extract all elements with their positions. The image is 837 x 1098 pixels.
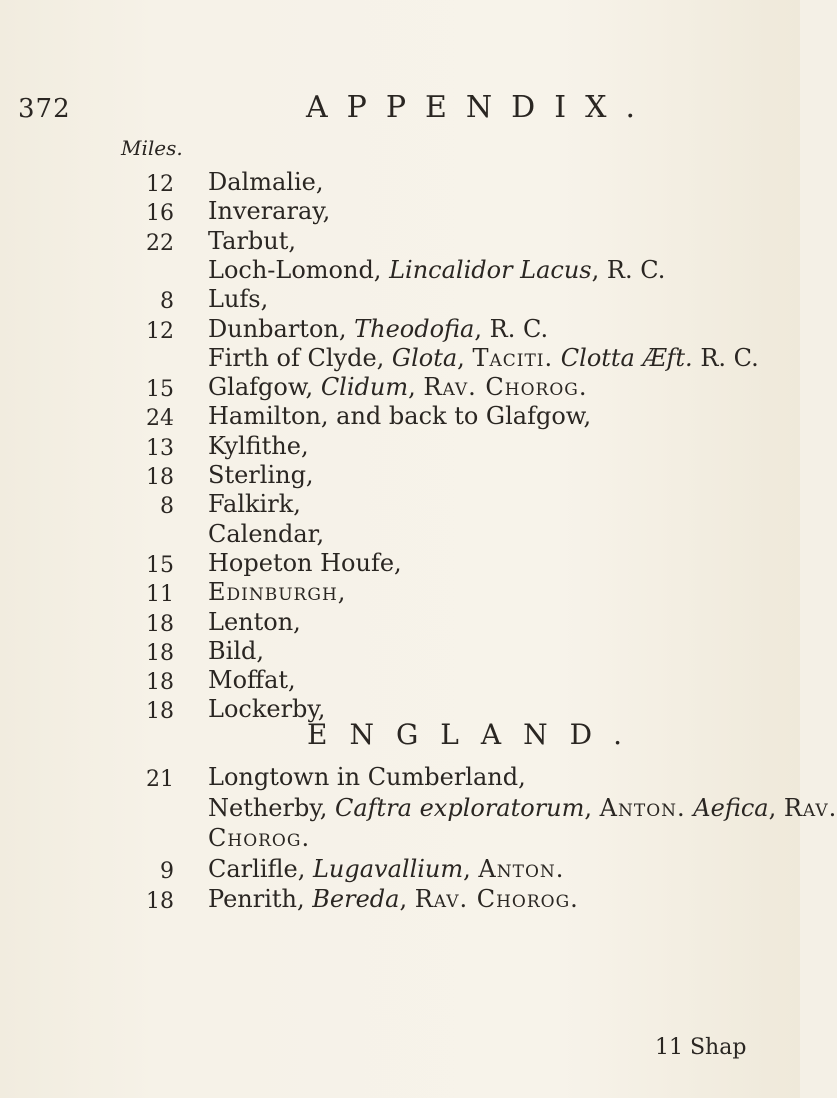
place-text-segment: Bereda: [312, 885, 400, 913]
place-name: [208, 578, 346, 606]
running-head: APPENDIX.: [306, 90, 654, 125]
place-text-segment: ,: [768, 793, 784, 822]
place-text-segment: Rav. Chorog.: [414, 885, 579, 913]
place-text-segment: Hamilton, and back to Glafgow,: [208, 402, 592, 431]
place-text-segment: Dunbarton,: [208, 314, 355, 343]
place-name: [208, 608, 301, 636]
miles-value: 15: [146, 377, 174, 403]
place-text-segment: Kylfithe,: [208, 431, 309, 460]
miles-value: 12: [146, 318, 174, 344]
miles-value: 18: [146, 611, 174, 637]
place-text-segment: Hopeton Houfe,: [208, 548, 402, 577]
place-name: [208, 197, 330, 225]
place-text-segment: ,: [408, 373, 424, 402]
place-text-segment: Glafgow,: [208, 373, 321, 402]
place-text-segment: Firth of Clyde,: [208, 343, 392, 372]
miles-value: 13: [146, 435, 174, 461]
place-name: [208, 520, 324, 548]
place-text-segment: Lenton,: [208, 607, 301, 636]
place-text-segment: Taciti.: [472, 343, 554, 372]
place-name: [208, 666, 296, 694]
miles-value: 18: [146, 465, 174, 490]
miles-value: 18: [146, 889, 174, 914]
place-text-segment: Netherby,: [208, 793, 335, 822]
place-text-segment: Inveraray,: [208, 197, 331, 226]
place-name: [208, 285, 268, 313]
miles-value: 18: [146, 640, 174, 666]
place-name: [208, 855, 564, 883]
place-text-segment: Lugavallium: [312, 854, 464, 883]
place-text-segment: Glota: [391, 343, 458, 372]
place-text-segment: Tarbut,: [208, 226, 297, 255]
place-name: [208, 402, 591, 430]
place-name: [208, 794, 837, 822]
place-text-segment: Anton.: [599, 793, 686, 822]
place-text-segment: Lincalidor Lacus: [389, 255, 592, 284]
place-name: [208, 824, 310, 852]
miles-value: 18: [146, 699, 174, 725]
page-number: 372: [18, 94, 71, 124]
place-text-segment: Rav.: [783, 793, 837, 822]
place-name: [208, 432, 309, 460]
miles-value: 21: [146, 767, 174, 792]
place-text-segment: Bild,: [208, 636, 264, 665]
miles-value: 8: [160, 289, 174, 315]
place-text-segment: Lufs,: [208, 285, 269, 314]
place-name: [208, 227, 296, 255]
place-text-segment: Carlifle,: [208, 854, 313, 883]
miles-value: 16: [146, 201, 174, 227]
place-text-segment: [553, 344, 561, 372]
place-name: [208, 168, 323, 196]
place-text-segment: Clotta Æft.: [560, 343, 693, 372]
place-text-segment: Calendar,: [208, 519, 325, 548]
place-text-segment: Rav. Chorog.: [423, 373, 588, 402]
place-name: [208, 549, 402, 577]
miles-value: 18: [146, 670, 174, 696]
miles-value: 22: [146, 230, 174, 256]
place-text-segment: Longtown in Cumberland,: [208, 763, 526, 791]
place-text-segment: ,: [457, 343, 473, 372]
place-name: [208, 490, 301, 518]
place-text-segment: Sterling,: [208, 461, 314, 489]
miles-value: 11: [146, 582, 174, 608]
place-text-segment: ,: [399, 885, 415, 913]
miles-value: 12: [146, 172, 174, 197]
miles-value: 8: [160, 494, 174, 520]
place-text-segment: Dalmalie,: [208, 168, 324, 196]
place-text-segment: Lockerby,: [208, 695, 326, 724]
place-text-segment: Caftra exploratorum: [334, 793, 585, 822]
place-name: [208, 885, 579, 913]
place-text-segment: ,: [584, 793, 600, 822]
place-text-segment: Edinburgh,: [208, 578, 347, 607]
place-name: [208, 256, 665, 284]
place-text-segment: R. C.: [692, 343, 759, 372]
place-name: [208, 637, 264, 665]
place-text-segment: Moffat,: [208, 666, 296, 695]
section-heading-england: ENGLAND.: [307, 718, 644, 751]
miles-column-heading: Miles.: [121, 136, 183, 160]
place-text-segment: , R. C.: [591, 255, 666, 284]
place-name: [208, 344, 759, 372]
place-text-segment: , R. C.: [474, 314, 549, 343]
miles-value: 9: [160, 858, 174, 884]
place-text-segment: Anton.: [478, 854, 565, 883]
place-name: [208, 461, 314, 489]
place-name: [208, 315, 548, 343]
place-name: [208, 373, 587, 401]
place-text-segment: Clidum: [320, 373, 409, 402]
place-name: [208, 763, 526, 791]
place-text-segment: ,: [463, 854, 479, 883]
catchword: 11 Shap: [655, 1035, 747, 1060]
place-text-segment: Aefica: [693, 793, 769, 822]
place-text-segment: Loch-Lomond,: [208, 255, 390, 284]
place-text-segment: Theodofia: [354, 314, 475, 343]
place-text-segment: Falkirk,: [208, 490, 301, 519]
miles-value: 15: [146, 552, 174, 578]
miles-value: 24: [146, 406, 174, 432]
place-text-segment: Penrith,: [208, 885, 313, 913]
place-text-segment: Chorog.: [208, 824, 311, 852]
